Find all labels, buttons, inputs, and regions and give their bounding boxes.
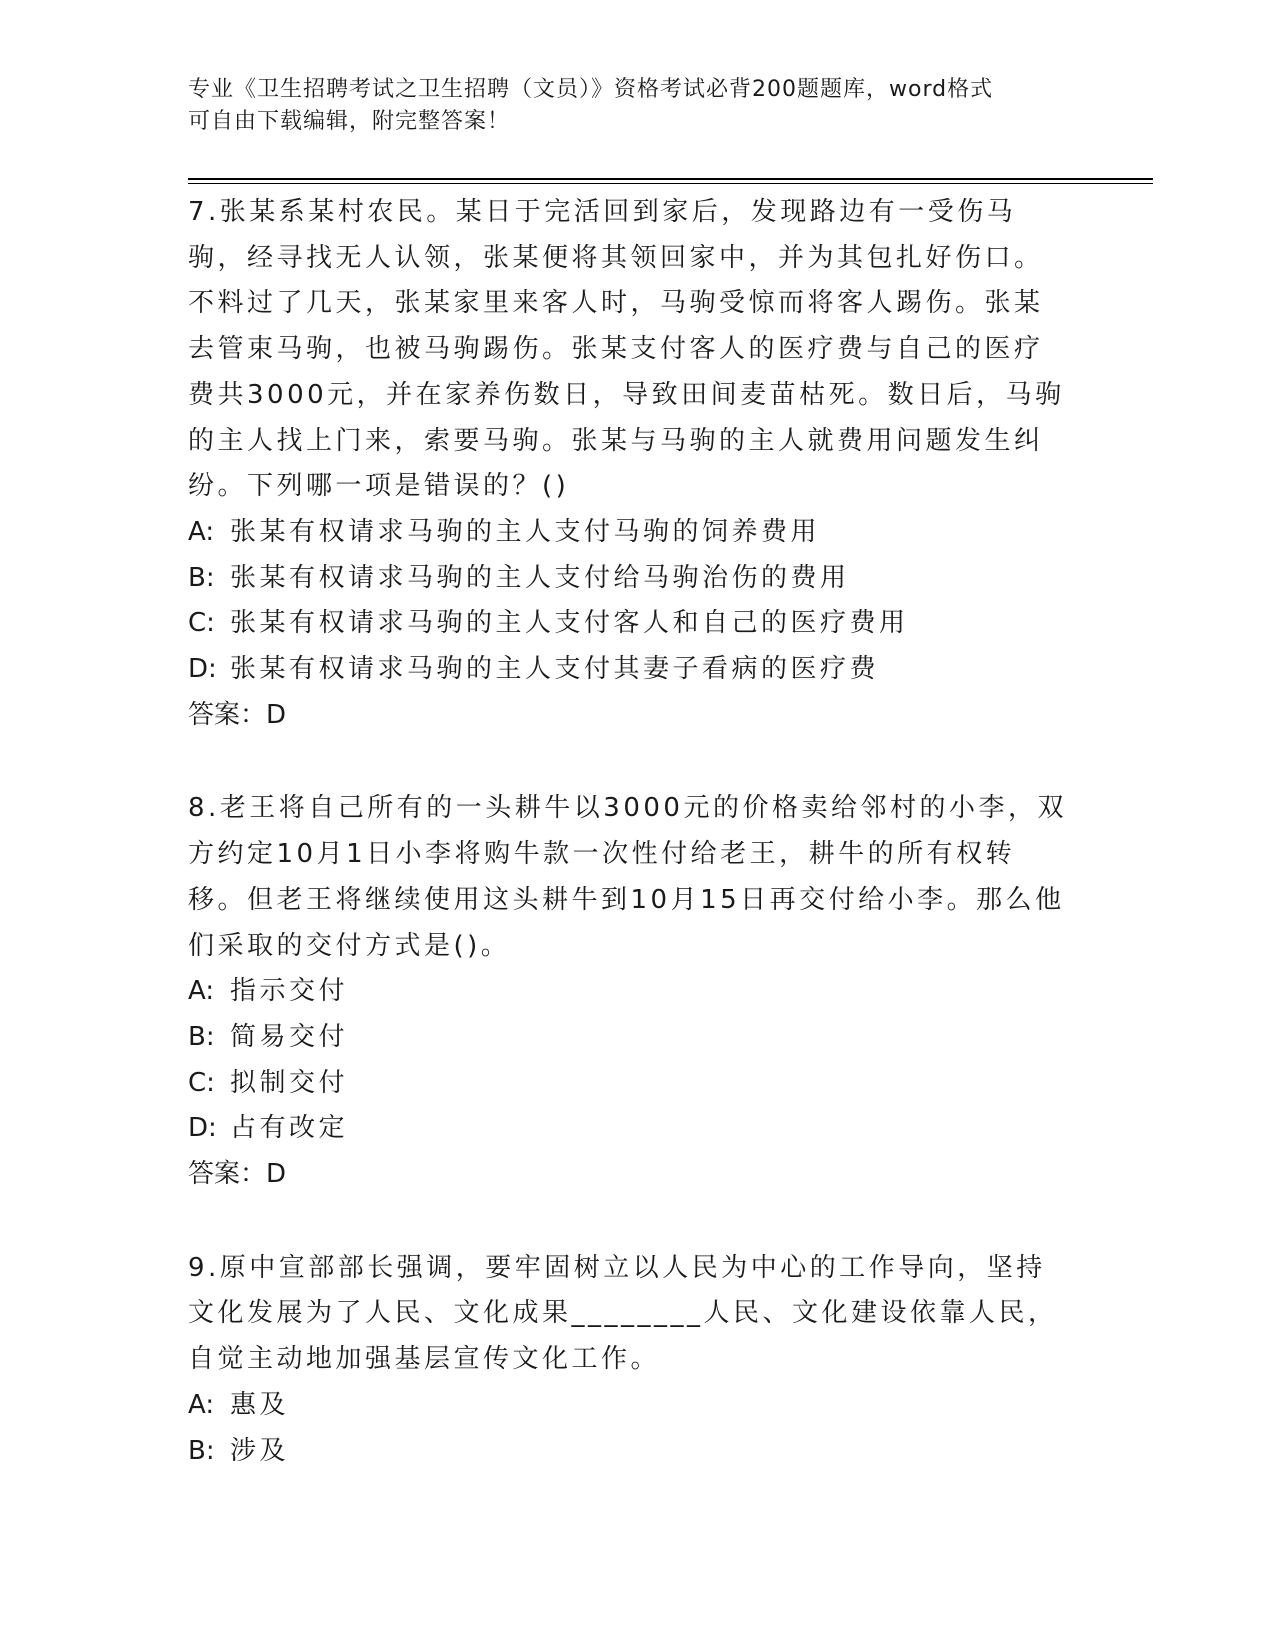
option-text: 涉及 [230,1435,290,1466]
option-d [188,1106,1068,1152]
answer-line: 答案：D [188,699,287,730]
option-label: A: [188,976,215,1007]
answer-line: 答案：D [188,1159,287,1190]
option-b [188,1429,1068,1475]
option-a [188,969,1068,1015]
option-text: 张某有权请求马驹的主人支付客人和自己的医疗费用 [230,608,909,639]
option-b [188,556,1068,602]
option-label: B: [188,1435,215,1466]
option-text: 简易交付 [230,1021,349,1052]
question-stem: 9.原中宣部部长强调，要牢固树立以人民为中心的工作导向，坚持文化发展为了人民、文化成果________人民、文化建设依靠人民，自觉主动地加强基层宣传文化工作。 [188,1252,1058,1375]
question-list [188,190,1068,1522]
option-label: B: [188,1021,215,1052]
option-label: A: [188,516,215,547]
option-label: D: [188,1113,217,1144]
question-stem: 8.老王将自己所有的一头耕牛以3000元的价格卖给邻村的小李，双方约定10月1日小李将购牛款一次性付给老王，耕牛的所有权转移。但老王将继续使用这头耕牛到10月15日再交付给小李。那么他们采取的交付方式是()。 [188,793,1067,961]
header-rule-thick [188,178,1153,180]
option-a [188,510,1068,556]
option-label: C: [188,608,215,639]
option-b [188,1015,1068,1061]
option-text: 惠及 [230,1389,290,1420]
option-label: C: [188,1067,215,1098]
option-d [188,647,1068,693]
option-text: 张某有权请求马驹的主人支付其妻子看病的医疗费 [230,654,880,685]
option-label: D: [188,654,217,685]
option-text: 张某有权请求马驹的主人支付给马驹治伤的费用 [230,562,850,593]
option-label: B: [188,562,215,593]
option-a [188,1383,1068,1429]
option-c [188,1061,1068,1107]
document-header: 专业《卫生招聘考试之卫生招聘（文员）》资格考试必背200题题库，word格式 可自由下载编辑，附完整答案！ [188,77,994,134]
option-text: 张某有权请求马驹的主人支付马驹的饲养费用 [230,516,821,547]
option-text: 拟制交付 [230,1067,349,1098]
option-label: A: [188,1389,215,1420]
question-8 [188,786,1068,1197]
question-9 [188,1246,1068,1475]
question-7 [188,190,1068,738]
header-rule-thin [188,183,1153,184]
option-c [188,601,1068,647]
option-text: 指示交付 [230,976,349,1007]
option-text: 占有改定 [230,1113,349,1144]
question-stem: 7.张某系某村农民。某日于完活回到家后，发现路边有一受伤马驹，经寻找无人认领，张某便将其领回家中，并为其包扎好伤口。不料过了几天，张某家里来客人时，马驹受惊而将客人踢伤。张某去管束马驹，也被马驹踢伤。张某支付客人的医疗费与自己的医疗费共3000元，并在家养伤数日，导致田间麦苗枯死。数日后，马驹的主人找上门来，索要马驹。张某与马驹的主人就费用问题发生纠纷。下列哪一项是错误的？() [188,197,1065,502]
